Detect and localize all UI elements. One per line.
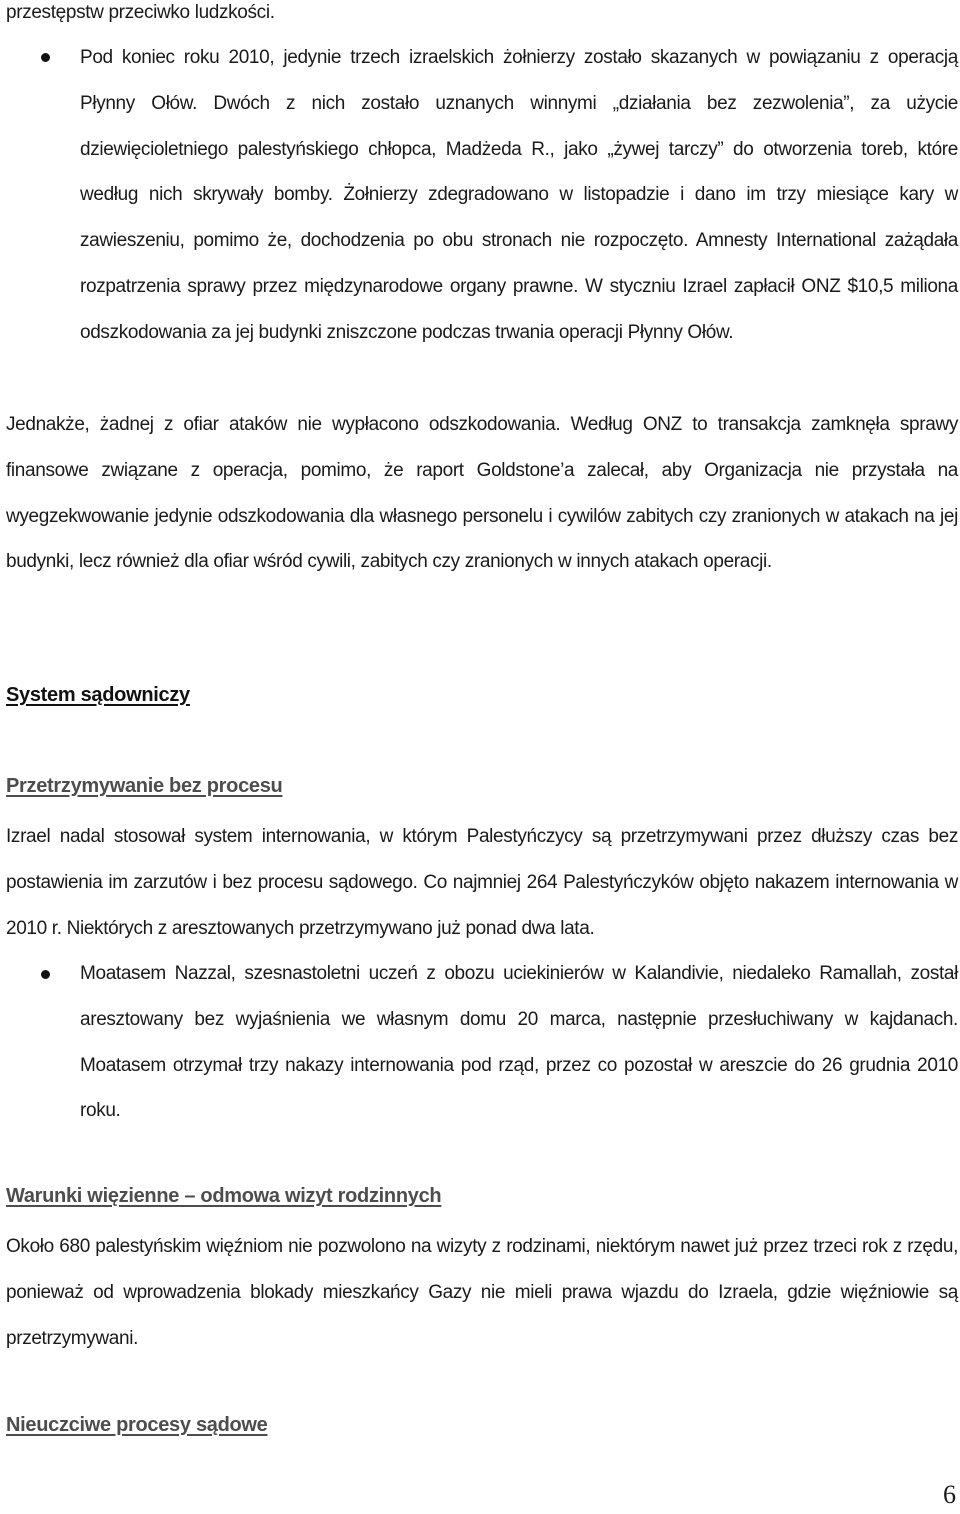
top-fragment: przestępstw przeciwko ludzkości. xyxy=(6,2,275,23)
paragraph-detention: Izrael nadal stosował system internowania, w którym Palestyńczycy są przetrzymywani przez dłuższy czas bez postawienia im zarzutów i bez procesu sądowego. Co najmniej 264 Palestyńczyków objęto nakazem internowania w 2010 r. Niektórych z aresztowanych przetrzymywano już ponad dwa lata. xyxy=(6,826,958,939)
section-heading: System sądowniczy xyxy=(6,684,190,706)
subsection-heading-trials: Nieuczciwe procesy sądowe xyxy=(6,1414,268,1436)
bullet-item-operation: Pod koniec roku 2010, jedynie trzech izraelskich żołnierzy zostało skazanych w powiązaniu z operacją Płynny Ołów. Dwóch z nich zostało uznanych winnymi „działania bez zezwolenia”, za użycie dziewięcioletniego palestyńskiego chłopca, Madżeda R., jako „żywej tarczy” do otworzenia toreb, które według nich skrywały bomby. Żołnierzy zdegradowano w listopadzie i dano im trzy miesiące kary w zawieszeniu, pomimo że, dochodzenia po obu stronach nie rozpoczęto. Amnesty International zażądała rozpatrzenia sprawy przez międzynarodowe organy prawne. W styczniu Izrael zapłacił ONZ $10,5 miliona odszkodowania za jej budynki zniszczone podczas trwania operacji Płynny Ołów. xyxy=(80,47,958,343)
bullet-icon xyxy=(41,53,50,62)
subsection-heading-prison: Warunki więzienne – odmowa wizyt rodzinnych xyxy=(6,1185,442,1207)
bullet-icon xyxy=(41,970,50,979)
page-number: 6 xyxy=(943,1480,956,1509)
bullet-item-moatasem: Moatasem Nazzal, szesnastoletni uczeń z obozu uciekinierów w Kalandivie, niedaleko Ramallah, został aresztowany bez wyjaśnienia we własnym domu 20 marca, następnie przesłuchiwany w kajdanach. Moatasem otrzymał trzy nakazy internowania pod rząd, przez co pozostał w areszcie do 26 grudnia 2010 roku. xyxy=(80,963,958,1122)
subsection-heading-detention: Przetrzymywanie bez procesu xyxy=(6,775,283,797)
paragraph-compensation: Jednakże, żadnej z ofiar ataków nie wypłacono odszkodowania. Według ONZ to transakcja zamknęła sprawy finansowe związane z operacja, pomimo, że raport Goldstone’a zalecał, aby Organizacja nie przystała na wyegzekwowanie jedynie odszkodowania dla własnego personelu i cywilów zabitych czy zranionych w atakach na jej budynki, lecz również dla ofiar wśród cywili, zabitych czy zranionych w innych atakach operacji. xyxy=(6,414,958,573)
paragraph-prison: Około 680 palestyńskim więźniom nie pozwolono na wizyty z rodzinami, niektórym nawet już przez trzeci rok z rzędu, ponieważ od wprowadzenia blokady mieszkańcy Gazy nie mieli prawa wjazdu do Izraela, gdzie więźniowie są przetrzymywani. xyxy=(6,1236,958,1349)
